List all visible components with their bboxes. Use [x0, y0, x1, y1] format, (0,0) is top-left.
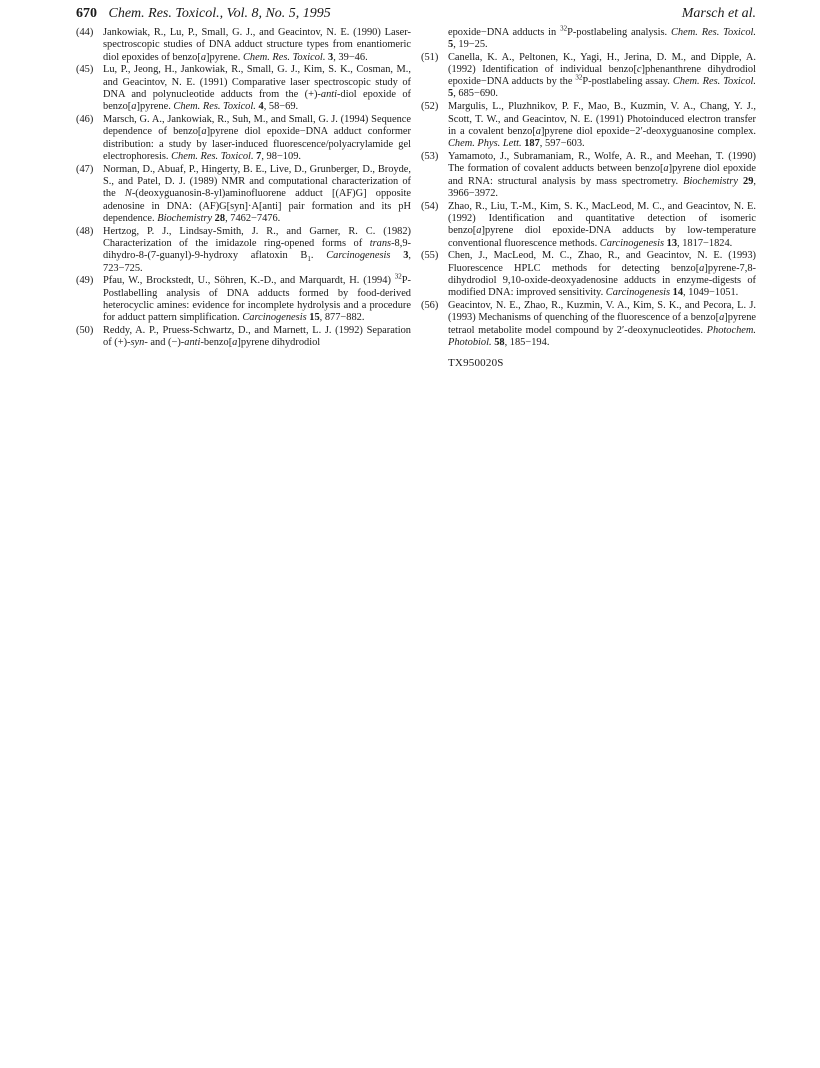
reference-text: Canella, K. A., Peltonen, K., Yagi, H., Jerina, D. M., and Dipple, A. (1992) Identification of individual benzo[c]phenanthrene dihydrodiol epoxide−DNA adducts by the $^{32}$P-postlabeling assay. Chem. Res. Toxicol. 5, 685−690. [448, 51, 757, 100]
reference-text: Zhao, R., Liu, T.-M., Kim, S. K., MacLeod, M. C., and Geacintov, N. E. (1992) Identification and quantitative detection of isomeric benzo[a]pyrene diol epoxide-DNA adducts by low-temperature conventional fluorescence methods. Carcinogenesis 13, 1817−1824. [448, 200, 756, 249]
reference-text: Pfau, W., Brockstedt, U., Söhren, K.-D., and Marquardt, H. (1994) $^{32}$P-Postlabelling analysis of DNA adducts formed by food-derived heterocyclic amines: evidence for incomplete hydrolysis and a procedure for adduct pattern simplification. Carcinogenesis 15, 877−882. [103, 272, 411, 324]
reference-text: Jankowiak, R., Lu, P., Small, G. J., and Geacintov, N. E. (1990) Laser-spectroscopic studies of DNA adduct structure types from enantiomeric diol epoxides of benzo[a]pyrene. Chem. Res. Toxicol. 3, 39−46. [103, 27, 411, 63]
reference-text: Geacintov, N. E., Zhao, R., Kuzmin, V. A., Kim, S. K., and Pecora, L. J. (1993) Mechanisms of quenching of the fluorescence of a benzo[a]pyrene tetraol metabolite model compound by 2′-deoxynucleotides. Photochem. Photobiol. 58, 185−194. [448, 300, 756, 348]
reference-number: (51) [421, 51, 439, 63]
reference-number: (52) [421, 101, 439, 113]
reference-entry [76, 114, 411, 163]
reference-number: (56) [421, 300, 439, 312]
running-header [76, 4, 756, 24]
reference-entry [76, 164, 411, 225]
reference-text: Hertzog, P. J., Lindsay-Smith, J. R., and Garner, R. C. (1982) Characterization of the imidazole ring-opened forms of trans-8,9-dihydro-8-(7-guanyl)-9-hydroxy aflatoxin $B_1$. Carcinogenesis 3, 723−725. [103, 225, 411, 274]
reference-entry [421, 300, 756, 349]
reference-entry [76, 226, 411, 275]
reference-text: Marsch, G. A., Jankowiak, R., Suh, M., and Small, G. J. (1994) Sequence dependence of benzo[a]pyrene diol epoxide−DNA adduct conformer distribution: a study by laser-induced fluorescence/polyacrylamide gel electrophoresis. Chem. Res. Toxicol. 7, 98−109. [103, 114, 411, 162]
reference-number: (44) [76, 27, 94, 38]
reference-number: (53) [421, 150, 439, 162]
reference-entry [421, 52, 756, 101]
reference-number: (49) [76, 275, 94, 287]
reference-number: (55) [421, 250, 439, 262]
reference-number: (54) [421, 200, 439, 212]
reference-entry [421, 250, 756, 299]
reference-entry [421, 151, 756, 200]
reference-number: (45) [76, 64, 94, 76]
reference-entry [76, 325, 411, 350]
reference-text: Reddy, A. P., Pruess-Schwartz, D., and Marnett, L. J. (1992) Separation of (+)-syn- and (−)-anti-benzo[a]pyrene dihydrodiol [103, 325, 411, 349]
manuscript-code: TX950020S [448, 357, 504, 370]
reference-number: (46) [76, 114, 94, 126]
page-number: 670 [76, 6, 97, 21]
reference-entry [76, 27, 411, 64]
reference-entry [421, 101, 756, 150]
reference-text: Yamamoto, J., Subramaniam, R., Wolfe, A. R., and Meehan, T. (1990) The formation of covalent adducts between benzo[a]pyrene diol epoxide and RNA: structural analysis by mass spectrometry. Biochemistry 29, 3966−3972. [448, 150, 756, 199]
reference-entry [421, 201, 756, 250]
reference-text: Chen, J., MacLeod, M. C., Zhao, R., and Geacintov, N. E. (1993) Fluorescence HPLC methods for detecting benzo[a]pyrene-7,8-dihydrodiol 9,10-oxide-deoxyadenosine adducts in enzyme-digests of modified DNA: improved sensitivity. Carcinogenesis 14, 1049−1051. [448, 250, 756, 299]
reference-number: (47) [76, 163, 94, 175]
reference-entry [76, 272, 411, 324]
running-authors: Marsch et al. [681, 6, 756, 21]
reference-number: (48) [76, 225, 94, 237]
reference-text: Lu, P., Jeong, H., Jankowiak, R., Small, G. J., Kim, S. K., Cosman, M., and Geacintov, N. E. (1991) Comparative laser spectroscopic study of DNA and polynucleotide adducts from the (+)-anti-diol epoxide of benzo[a]pyrene. Chem. Res. Toxicol. 4, 58−69. [103, 64, 411, 113]
reference-number: (50) [76, 325, 94, 337]
reference-continuation: epoxide−DNA adducts in $^{32}$P-postlabeling analysis. Chem. Res. Toxicol. 5, 19−25. [448, 24, 756, 51]
reference-entry [76, 64, 411, 113]
right-column [421, 24, 757, 370]
left-column [76, 27, 411, 350]
journal-citation: Chem. Res. Toxicol., Vol. 8, No. 5, 1995 [108, 6, 331, 21]
reference-text: Margulis, L., Pluzhnikov, P. F., Mao, B., Kuzmin, V. A., Chang, Y. J., Scott, T. W., and Geacintov, N. E. (1991) Photoinduced electron transfer in a covalent benzo[a]pyrene diol epoxide−2′-deoxyguanosine complex. Chem. Phys. Lett. 187, 597−603. [448, 101, 756, 150]
reference-text: Norman, D., Abuaf, P., Hingerty, B. E., Live, D., Grunberger, D., Broyde, S., and Patel, D. J. (1989) NMR and computational characterization of the N-(deoxyguanosin-8-yl)aminofluorene adduct [(AF)G] opposite adenosine in DNA: (AF)G[syn]·A[anti] pair formation and its pH dependence. Biochemistry 28, 7462−7476. [103, 163, 412, 224]
